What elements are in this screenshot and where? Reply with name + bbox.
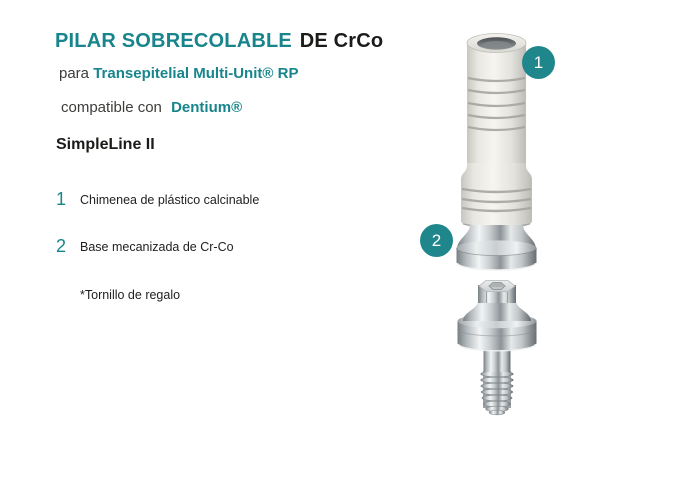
callout-badge-2-number: 2 xyxy=(431,231,442,250)
compat-prefix: compatible con xyxy=(61,99,162,116)
callout-badge-2 xyxy=(420,224,453,257)
title-accent-text: PILAR SOBRECOLABLE xyxy=(55,30,292,52)
screw-illustration xyxy=(481,371,514,415)
part-number-1: 1 xyxy=(56,189,67,209)
compat-brand: Dentium® xyxy=(171,99,243,116)
part-number-2: 2 xyxy=(56,236,67,256)
subtitle-product-name: Transepitelial Multi-Unit® RP xyxy=(93,65,299,82)
crco-base-illustration xyxy=(457,224,537,270)
callout-badge-1 xyxy=(522,46,555,79)
subtitle-prefix: para xyxy=(59,65,90,82)
product-line-name: SimpleLine II xyxy=(56,136,155,153)
part-label-1: Chimenea de plástico calcinable xyxy=(80,193,260,207)
multi-unit-abutment-illustration xyxy=(458,281,537,415)
title-rest-text: DE CrCo xyxy=(299,30,384,52)
part-label-2: Base mecanizada de Cr-Co xyxy=(80,240,234,254)
free-screw-footnote: *Tornillo de regalo xyxy=(80,288,181,302)
callout-badge-1-number: 1 xyxy=(533,53,544,72)
